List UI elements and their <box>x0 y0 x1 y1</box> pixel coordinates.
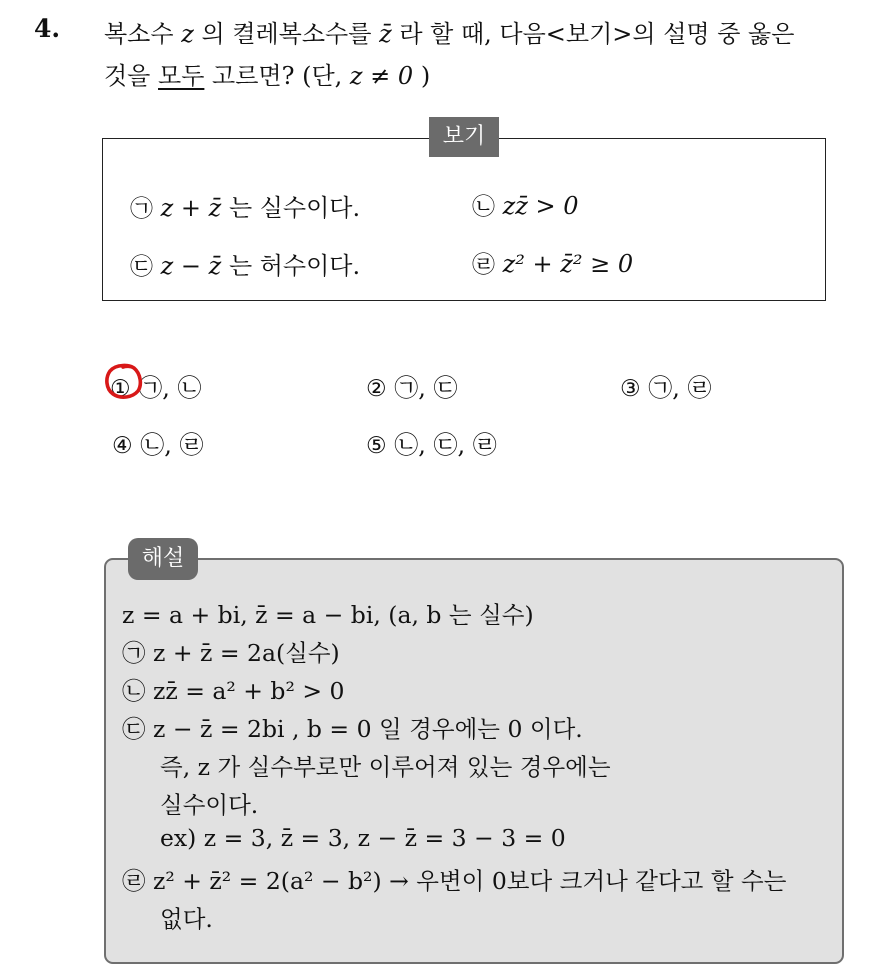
solution-line-3: ㉡ zz̄ = a² + b² > 0 <box>122 677 345 705</box>
bogi-item-3 <box>130 246 360 281</box>
option-number: ⑤ <box>366 433 387 459</box>
option-number: ① <box>110 376 131 402</box>
q2-text-e: ) <box>420 62 431 90</box>
option-5[interactable] <box>366 425 497 460</box>
solution-line-4: ㉢ z − z̄ = 2bi , b = 0 일 경우에는 0 이다. <box>122 715 583 743</box>
option-text: ㉠, ㉢ <box>394 374 458 402</box>
bogi-title: 보기 <box>429 117 499 157</box>
question-line-2 <box>104 56 430 91</box>
bogi-text: 는 실수이다. <box>228 194 361 222</box>
q2-text-c: 고르면? (단, <box>212 62 343 90</box>
bogi-mark: ㉠ <box>130 196 153 222</box>
solution-line-8: ㉣ z² + z̄² = 2(a² − b²) → 우변이 0보다 크거나 같다고 할 수는 <box>122 867 787 895</box>
option-text: ㉠, ㉣ <box>648 374 712 402</box>
bogi-mark: ㉢ <box>130 254 153 280</box>
option-text: ㉡, ㉣ <box>140 431 204 459</box>
option-number: ③ <box>620 376 641 402</box>
bogi-math: z + z̄ <box>160 194 222 222</box>
bogi-item-1 <box>130 188 360 223</box>
bogi-math: z − z̄ <box>160 252 222 280</box>
solution-line-2: ㉠ z + z̄ = 2a(실수) <box>122 639 340 667</box>
option-3[interactable] <box>620 368 712 403</box>
q1-var-z: z <box>181 20 194 48</box>
q1-text-e: 라 할 때, 다음<보기>의 설명 중 옳은 <box>399 20 795 48</box>
bogi-item-2 <box>472 188 579 221</box>
option-text: ㉠, ㉡ <box>138 374 202 402</box>
bogi-text: 는 허수이다. <box>228 252 361 280</box>
option-4[interactable] <box>112 425 204 460</box>
solution-line-5: 즉, z 가 실수부로만 이루어져 있는 경우에는 <box>160 753 611 781</box>
bogi-math: z² + z̄² ≥ 0 <box>502 250 634 278</box>
option-2[interactable] <box>366 368 458 403</box>
question-number: 4. <box>34 14 61 43</box>
q2-text-a: 것을 <box>104 62 151 90</box>
q1-var-zbar: z̄ <box>379 20 392 48</box>
option-text: ㉡, ㉢, ㉣ <box>394 431 497 459</box>
option-number: ② <box>366 376 387 402</box>
q2-emphasis: 모두 <box>158 62 205 90</box>
bogi-mark: ㉣ <box>472 252 495 278</box>
bogi-math: zz̄ > 0 <box>502 192 579 220</box>
solution-title: 해설 <box>128 538 198 580</box>
question-line-1 <box>104 14 794 49</box>
q2-condition: z ≠ 0 <box>349 62 414 90</box>
solution-line-6: 실수이다. <box>160 791 259 819</box>
q1-text-c: 의 켤레복소수를 <box>201 20 372 48</box>
solution-line-1: z = a + bi, z̄ = a − bi, (a, b 는 실수) <box>122 601 534 629</box>
solution-line-9: 없다. <box>160 905 213 933</box>
bogi-mark: ㉡ <box>472 194 495 220</box>
solution-line-7: ex) z = 3, z̄ = 3, z − z̄ = 3 − 3 = 0 <box>160 824 566 852</box>
answer-circle-mark <box>104 361 144 401</box>
option-number: ④ <box>112 433 133 459</box>
bogi-item-4 <box>472 246 633 279</box>
q1-text-a: 복소수 <box>104 20 174 48</box>
